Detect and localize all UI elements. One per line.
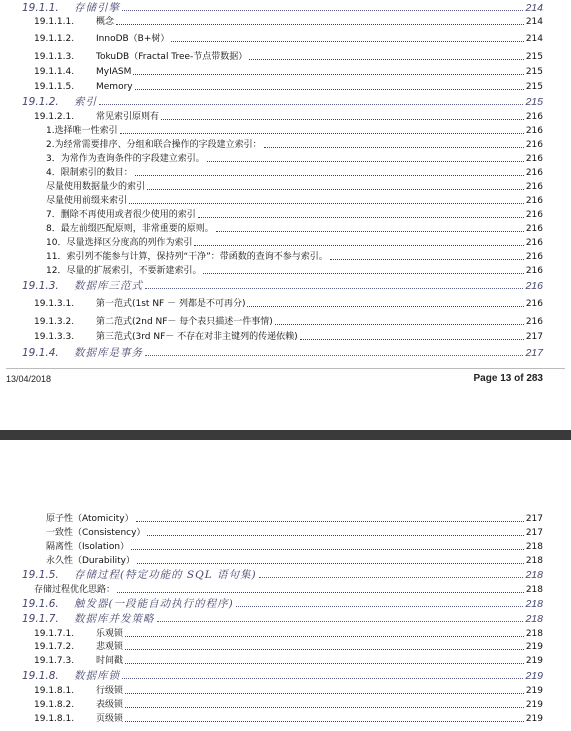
toc-entry-page: 218 xyxy=(525,629,543,639)
toc-entry-page: 215 xyxy=(525,67,543,77)
toc-entry[interactable] xyxy=(0,540,571,553)
toc-entry-number: 19.1.3.2. xyxy=(34,317,75,327)
toc-entry[interactable] xyxy=(0,180,571,193)
dot-leader xyxy=(161,119,524,120)
dot-leader xyxy=(136,521,524,522)
toc-entry[interactable] xyxy=(0,236,571,249)
dot-leader xyxy=(247,306,523,307)
dot-leader xyxy=(122,10,523,11)
toc-entry[interactable] xyxy=(0,80,571,93)
toc-entry[interactable] xyxy=(0,315,571,328)
toc-entry-page: 218 xyxy=(525,569,543,581)
toc-entry-page: 219 xyxy=(525,642,543,652)
toc-entry-title: 尽量使用数据量少的索引 xyxy=(46,182,146,192)
toc-entry[interactable] xyxy=(0,698,571,711)
dot-leader xyxy=(198,217,524,218)
toc-entry-title: 数据库三范式 xyxy=(74,280,143,292)
dot-leader xyxy=(125,693,524,694)
toc-entry-title: 2.为经常需要排序、分组和联合操作的字段建立索引： xyxy=(46,140,262,150)
toc-entry-title: 7．删除不再使用或者很少使用的索引 xyxy=(46,210,196,220)
toc-entry-title: 8．最左前缀匹配原则，非常重要的原则。 xyxy=(46,224,214,234)
toc-entry[interactable] xyxy=(0,138,571,151)
toc-entry[interactable] xyxy=(0,568,571,581)
toc-entry-page: 216 xyxy=(525,126,543,136)
toc-entry[interactable] xyxy=(0,264,571,277)
dot-leader xyxy=(330,259,524,260)
toc-entry-page: 219 xyxy=(525,686,543,696)
dot-leader xyxy=(171,41,523,42)
toc-entry-title: 数据库锁 xyxy=(74,670,120,682)
dot-leader xyxy=(116,24,524,25)
toc-entry-title: 时间戳 xyxy=(96,656,124,666)
toc-entry-title: 存储过程优化思路： xyxy=(34,585,116,595)
toc-entry[interactable] xyxy=(0,554,571,567)
toc-entry-page: 218 xyxy=(525,585,543,595)
dot-leader xyxy=(145,288,523,289)
toc-entry-number: 19.1.8.1. xyxy=(34,686,75,696)
toc-entry[interactable] xyxy=(0,712,571,725)
toc-entry-number: 19.1.1. xyxy=(22,2,59,14)
dot-leader xyxy=(125,663,524,664)
toc-entry[interactable] xyxy=(0,222,571,235)
toc-entry-number: 19.1.7. xyxy=(22,613,59,625)
dot-leader xyxy=(117,592,524,593)
toc-entry-number: 19.1.8.1. xyxy=(34,714,75,724)
toc-entry-page: 216 xyxy=(525,252,543,262)
toc-entry-title: 原子性（Atomicity） xyxy=(46,514,134,524)
toc-entry-number: 19.1.7.1. xyxy=(34,629,75,639)
toc-entry-title: 第三范式(3rd NF－ 不存在对非主键列的传递依赖) xyxy=(96,332,298,342)
dot-leader xyxy=(147,535,523,536)
toc-entry-page: 216 xyxy=(525,299,543,309)
dot-leader xyxy=(135,175,524,176)
toc-entry-title: 第一范式(1st NF － 列都是不可再分) xyxy=(96,299,246,309)
toc-entry-number: 19.1.7.2. xyxy=(34,642,75,652)
dot-leader xyxy=(125,636,524,637)
toc-entry-page: 217 xyxy=(525,332,543,342)
toc-entry-title: 数据库并发策略 xyxy=(74,613,155,625)
toc-entry-page: 216 xyxy=(525,112,543,122)
toc-entry[interactable] xyxy=(0,124,571,137)
toc-entry-page: 218 xyxy=(525,556,543,566)
toc-entry-number: 19.1.1.1. xyxy=(34,17,75,27)
toc-entry-title: 隔离性（Isolation） xyxy=(46,542,130,552)
toc-entry-title: 11．索引列不能参与计算，保持列“干净”：带函数的查询不参与索引。 xyxy=(46,252,328,262)
toc-entry-page: 215 xyxy=(525,96,543,108)
toc-entry-number: 19.1.1.5. xyxy=(34,82,75,92)
toc-entry-page: 216 xyxy=(525,182,543,192)
toc-entry-number: 19.1.3. xyxy=(22,280,59,292)
toc-entry-number: 19.1.3.1. xyxy=(34,299,75,309)
toc-entry[interactable] xyxy=(0,32,571,45)
dot-leader xyxy=(122,678,523,679)
dot-leader xyxy=(137,563,524,564)
toc-entry[interactable] xyxy=(0,597,571,610)
toc-entry[interactable] xyxy=(0,1,571,14)
toc-entry-number: 19.1.6. xyxy=(22,598,59,610)
toc-entry[interactable] xyxy=(0,640,571,653)
toc-entry[interactable] xyxy=(0,166,571,179)
toc-entry[interactable] xyxy=(0,152,571,165)
dot-leader xyxy=(129,203,524,204)
toc-entry-page: 214 xyxy=(525,17,543,27)
toc-entry-page: 217 xyxy=(525,528,543,538)
toc-entry-page: 218 xyxy=(525,542,543,552)
toc-entry[interactable] xyxy=(0,612,571,625)
dot-leader xyxy=(275,324,524,325)
toc-entry-title: 1.选择唯一性索引 xyxy=(46,126,118,136)
toc-entry[interactable] xyxy=(0,194,571,207)
toc-entry-title: 页级锁 xyxy=(96,714,124,724)
dot-leader xyxy=(207,161,524,162)
dot-leader xyxy=(157,621,524,622)
toc-entry-title: Memory xyxy=(96,82,133,92)
toc-entry-page: 218 xyxy=(525,598,543,610)
dot-leader xyxy=(147,189,524,190)
toc-entry[interactable] xyxy=(0,627,571,640)
toc-entry-page: 214 xyxy=(525,34,543,44)
dot-leader xyxy=(300,339,524,340)
toc-entry-title: 表级锁 xyxy=(96,700,124,710)
toc-entry[interactable] xyxy=(0,583,571,596)
footer-page-number: Page 13 of 283 xyxy=(473,373,543,384)
dot-leader xyxy=(236,606,524,607)
toc-entry-title: 数据库是事务 xyxy=(74,347,143,359)
dot-leader xyxy=(125,721,524,722)
toc-entry-number: 19.1.4. xyxy=(22,347,59,359)
toc-entry-title: 存储引擎 xyxy=(74,2,120,14)
toc-entry-page: 219 xyxy=(525,700,543,710)
dot-leader xyxy=(120,133,524,134)
toc-entry-title: 存储过程(特定功能的 SQL 语句集) xyxy=(74,569,257,581)
toc-entry-title: 行级锁 xyxy=(96,686,124,696)
toc-entry-number: 19.1.5. xyxy=(22,569,59,581)
dot-leader xyxy=(135,89,524,90)
toc-entry-title: 3．为常作为查询条件的字段建立索引。 xyxy=(46,154,205,164)
toc-entry-title: 乐观锁 xyxy=(96,629,124,639)
toc-entry-title: 概念 xyxy=(96,17,115,27)
dot-leader xyxy=(125,707,524,708)
toc-entry-number: 19.1.8. xyxy=(22,670,59,682)
toc-entry[interactable] xyxy=(0,684,571,697)
toc-entry[interactable] xyxy=(0,110,571,123)
toc-entry-page: 219 xyxy=(525,714,543,724)
toc-entry[interactable] xyxy=(0,65,571,78)
toc-entry-page: 218 xyxy=(525,613,543,625)
toc-entry-page: 216 xyxy=(525,196,543,206)
toc-entry[interactable] xyxy=(0,208,571,221)
toc-entry-title: InnoDB（B+树） xyxy=(96,34,170,44)
toc-entry-page: 216 xyxy=(525,224,543,234)
toc-entry-page: 216 xyxy=(525,140,543,150)
toc-entry-number: 19.1.1.3. xyxy=(34,52,75,62)
toc-entry-number: 19.1.2. xyxy=(22,96,59,108)
toc-entry-title: 悲观锁 xyxy=(96,642,124,652)
dot-leader xyxy=(194,245,523,246)
dot-leader xyxy=(133,74,523,75)
toc-entry-page: 214 xyxy=(525,2,543,14)
dot-leader xyxy=(125,649,524,650)
toc-entry-number: 19.1.8.2. xyxy=(34,700,75,710)
dot-leader xyxy=(259,577,524,578)
toc-entry-number: 19.1.1.2. xyxy=(34,34,75,44)
toc-entry-title: TokuDB（Fractal Tree-节点带数据） xyxy=(96,52,248,62)
toc-entry-page: 216 xyxy=(525,238,543,248)
toc-entry[interactable] xyxy=(0,297,571,310)
dot-leader xyxy=(99,104,523,105)
toc-entry[interactable] xyxy=(0,330,571,343)
toc-entry-number: 19.1.7.3. xyxy=(34,656,75,666)
dot-leader xyxy=(216,231,524,232)
page-footer xyxy=(6,368,565,385)
toc-entry-title: 索引 xyxy=(74,96,97,108)
toc-entry-title: 一致性（Consistency） xyxy=(46,528,146,538)
toc-entry-title: 10．尽量选择区分度高的列作为索引 xyxy=(46,238,193,248)
toc-entry[interactable] xyxy=(0,526,571,539)
page-separator xyxy=(0,430,571,440)
toc-entry-page: 216 xyxy=(525,317,543,327)
toc-entry-page: 215 xyxy=(525,82,543,92)
document-page-14 xyxy=(0,440,571,731)
toc-entry[interactable] xyxy=(0,50,571,63)
toc-entry[interactable] xyxy=(0,250,571,263)
toc-entry-title: 常见索引原则有 xyxy=(96,112,160,122)
toc-entry-number: 19.1.1.4. xyxy=(34,67,75,77)
toc-entry-title: 尽量使用前缀来索引 xyxy=(46,196,128,206)
toc-entry[interactable] xyxy=(0,346,571,359)
toc-entry-page: 219 xyxy=(525,670,543,682)
toc-entry[interactable] xyxy=(0,15,571,28)
toc-entry-page: 219 xyxy=(525,656,543,666)
dot-leader xyxy=(145,355,523,356)
toc-entry-number: 19.1.3.3. xyxy=(34,332,75,342)
dot-leader xyxy=(131,549,524,550)
toc-entry-title: 4．限制索引的数目： xyxy=(46,168,133,178)
toc-entry-title: 第二范式(2nd NF－ 每个表只描述一件事情) xyxy=(96,317,273,327)
toc-entry[interactable] xyxy=(0,669,571,682)
toc-entry-page: 216 xyxy=(525,210,543,220)
dot-leader xyxy=(203,273,523,274)
toc-entry-number: 19.1.2.1. xyxy=(34,112,75,122)
toc-entry-page: 215 xyxy=(525,52,543,62)
toc-entry-page: 216 xyxy=(525,280,543,292)
toc-entry-title: MyIASM xyxy=(96,67,132,77)
toc-entry[interactable] xyxy=(0,654,571,667)
toc-entry-page: 217 xyxy=(525,347,543,359)
toc-entry-page: 216 xyxy=(525,168,543,178)
toc-entry-page: 216 xyxy=(525,266,543,276)
toc-entry-title: 12．尽量的扩展索引，不要新建索引。 xyxy=(46,266,202,276)
toc-entry[interactable] xyxy=(0,95,571,108)
toc-entry[interactable] xyxy=(0,279,571,292)
footer-date: 13/04/2018 xyxy=(6,374,52,384)
toc-entry-page: 217 xyxy=(525,514,543,524)
toc-entry[interactable] xyxy=(0,512,571,525)
toc-entry-title: 触发器(一段能自动执行的程序) xyxy=(74,598,234,610)
toc-entry-title: 永久性（Durability） xyxy=(46,556,135,566)
dot-leader xyxy=(249,59,524,60)
toc-entry-page: 216 xyxy=(525,154,543,164)
dot-leader xyxy=(264,147,524,148)
